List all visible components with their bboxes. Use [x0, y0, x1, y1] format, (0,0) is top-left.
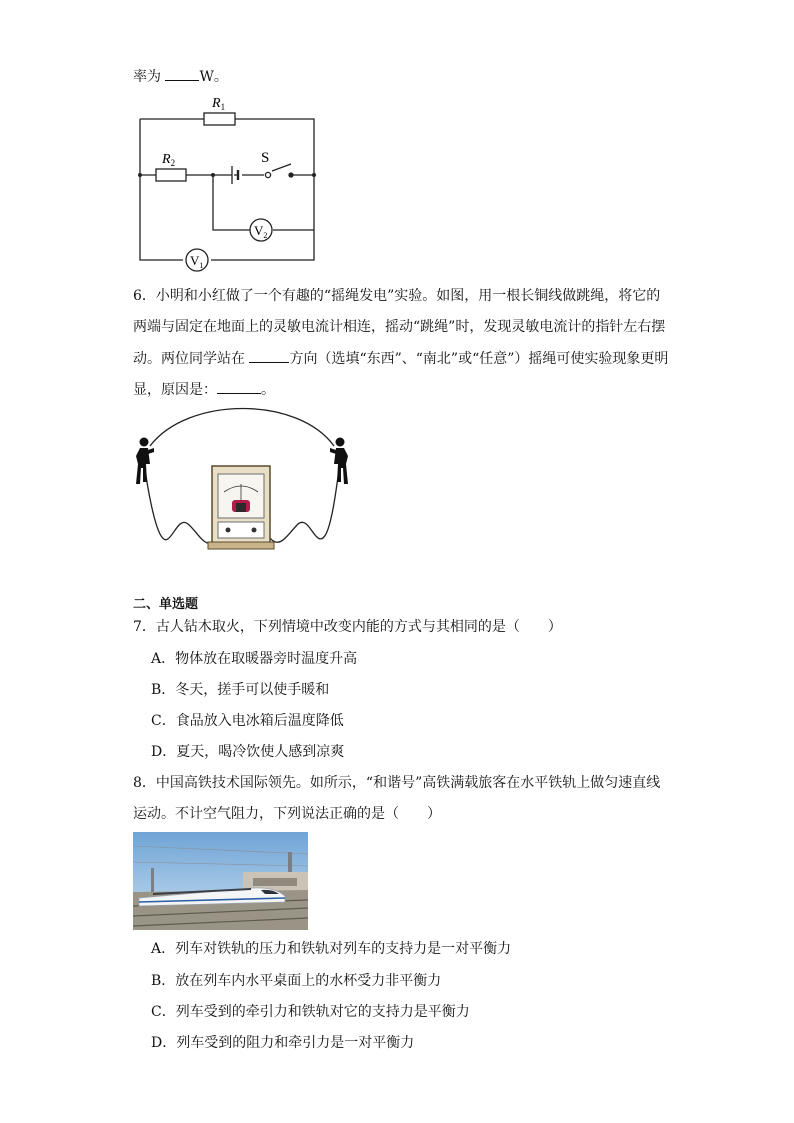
q8-option-b[interactable]: B．放在列车内水平桌面上的水杯受力非平衡力: [151, 973, 442, 989]
q7-option-d[interactable]: D．夏天，喝冷饮使人感到凉爽: [151, 744, 345, 760]
answer-blank[interactable]: [249, 348, 289, 363]
r1-label: $R_1$: [212, 96, 226, 112]
circuit-diagram: [120, 92, 330, 277]
q7-stem: 7．古人钻木取火，下列情境中改变内能的方式与其相同的是（ ）: [133, 619, 562, 635]
q8-line-2: 运动。不计空气阻力，下列说法正确的是（ ）: [133, 806, 441, 822]
v1-label: $V_1$: [190, 253, 204, 270]
switch-label: S: [261, 150, 270, 166]
q7-option-a[interactable]: A．物体放在取暖器旁时温度升高: [151, 651, 358, 667]
q6-line-1: 6．小明和小红做了一个有趣的“摇绳发电”实验。如图，用一根长铜线做跳绳，将它的: [133, 288, 661, 304]
q6-line-2: 两端与固定在地面上的灵敏电流计相连，摇动“跳绳”时，发现灵敏电流计的指针左右摆: [133, 319, 666, 335]
q6-line-3: 动。两位同学站在 方向（选填“东西”、“南北”或“任意”）摇绳可使实验现象更明: [133, 348, 668, 369]
q6-line-4: 显，原因是： 。: [133, 379, 275, 400]
q5-tail: 率为 W。: [133, 66, 228, 87]
q8-option-d[interactable]: D．列车受到的阻力和牵引力是一对平衡力: [151, 1035, 415, 1051]
section-title: 二、单选题: [133, 597, 199, 612]
q8-option-c[interactable]: C．列车受到的牵引力和铁轨对它的支持力是平衡力: [151, 1004, 470, 1020]
answer-blank[interactable]: [165, 66, 199, 81]
q8-option-a[interactable]: A．列车对铁轨的压力和铁轨对列车的支持力是一对平衡力: [151, 941, 512, 957]
rope-generator-illustration: [128, 402, 360, 554]
answer-blank[interactable]: [217, 379, 261, 394]
v2-label: $V_2$: [254, 223, 268, 240]
galvanometer-icon: [208, 466, 274, 549]
q8-line-1: 8．中国高铁技术国际领先。如所示，“和谐号”高铁满载旅客在水平铁轨上做匀速直线: [133, 775, 661, 791]
high-speed-train-photo: [133, 832, 308, 930]
r2-label: $R_2$: [162, 152, 176, 168]
q7-option-c[interactable]: C．食品放入电冰箱后温度降低: [151, 713, 344, 729]
q7-option-b[interactable]: B．冬天，搓手可以使手暖和: [151, 682, 330, 698]
